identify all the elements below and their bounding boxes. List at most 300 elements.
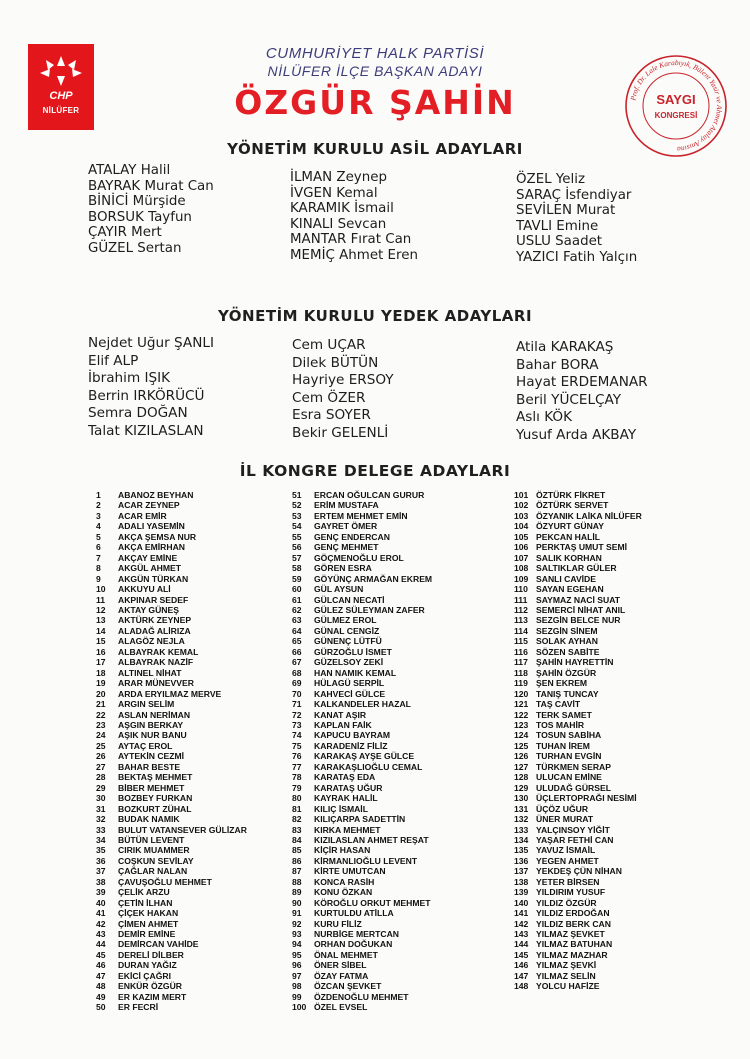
delegate-number: 39 [96,887,106,898]
delegate-name: AKÇAY EMİNE [118,552,178,563]
delegate-name: ÖZYANIK LAİKA NİLÜFER [536,510,642,521]
delegate-row [96,699,247,709]
delegate-name: ERTEM MEHMET EMİN [314,510,408,521]
candidacy-line: NİLÜFER İLÇE BAŞKAN ADAYI [267,63,483,79]
delegate-row [96,939,247,949]
delegate-row [514,595,642,605]
list-item: Esra SOYER [292,407,371,424]
delegate-number: 134 [514,834,529,845]
delegate-row [96,668,247,678]
delegate-name: YILDIRIM YUSUF [536,887,606,898]
delegate-name: SEZGİN BELCE NUR [536,615,621,626]
delegate-number: 113 [514,615,528,626]
delegate-name: KIRKA MEHMET [314,824,381,835]
delegate-row [292,845,432,855]
delegate-number: 107 [514,552,529,563]
delegate-name: KARAKAŞLIOĞLU CEMAL [314,761,423,772]
delegate-name: ER FECRİ [118,1002,159,1013]
delegate-number: 100 [292,1002,307,1013]
delegate-number: 130 [514,793,529,804]
delegate-row [96,866,247,876]
delegate-number: 21 [96,699,106,710]
delegate-name: ÖZDENOĞLU MEHMET [314,991,409,1002]
delegate-number: 112 [514,604,528,615]
delegate-name: AKGÜN TÜRKAN [118,573,189,584]
yedek-title: YÖNETİM KURULU YEDEK ADAYLARI [217,307,533,325]
delegate-number: 136 [514,855,529,866]
delegate-number: 109 [514,573,529,584]
delege-title: İL KONGRE DELEGE ADAYLARI [239,462,511,480]
delegate-name: DEMİR EMİNE [118,929,176,940]
delegate-name: BOZBEY FURKAN [118,793,193,804]
delegate-row [96,929,247,939]
delegate-number: 36 [96,855,106,866]
delegate-number: 117 [514,657,528,668]
delegate-row [96,992,247,1002]
delegate-number: 131 [514,803,529,814]
delegate-name: HAN NAMIK KEMAL [314,667,397,678]
delegate-number: 4 [96,521,101,532]
delegate-name: ALADAĞ ALİRIZA [118,625,191,636]
delegate-number: 63 [292,615,302,626]
delegate-name: YAŞAR FETHİ CAN [536,834,614,845]
delegate-row [292,668,432,678]
delegate-number: 115 [514,636,528,647]
delegate-number: 29 [96,782,106,793]
delegate-number: 128 [514,772,529,783]
delegate-row [292,950,432,960]
list-item: Cem UÇAR [292,337,366,353]
delegate-row [292,898,432,908]
delegate-number: 54 [292,521,302,532]
delegate-name: AŞGIN BERKAY [118,719,184,730]
delegate-row [292,574,432,584]
delegate-name: EKİCİ ÇAĞRI [118,970,171,981]
delegate-name: KONCA RASİH [314,876,375,887]
delegate-row [514,490,642,500]
delegate-row [514,898,642,908]
delegate-number: 30 [96,793,106,804]
delegate-number: 123 [514,719,529,730]
delegate-row [514,845,642,855]
delegate-number: 40 [96,897,106,908]
list-item: Atila KARAKAŞ [516,339,614,355]
list-item: Bahar BORA [516,356,599,373]
delegate-name: KÖROĞLU ORKUT MEHMET [314,897,431,908]
delegate-row [514,804,642,814]
delegate-row [96,960,247,970]
delegate-name: KİÇİR HASAN [314,845,371,856]
delegate-name: AŞIK NUR BANU [118,730,187,741]
delegate-number: 18 [96,667,106,678]
delegate-number: 137 [514,866,529,877]
delegate-name: KIZILASLAN AHMET REŞAT [314,834,429,845]
delegate-name: ALBAYRAK NAZİF [118,657,194,668]
delegate-number: 73 [292,719,302,730]
delegate-name: AKTAY GÜNEŞ [118,604,179,615]
delegate-number: 138 [514,876,529,887]
delegate-name: ÜÇLERTOPRAĞI NESİMİ [536,793,637,804]
delegate-name: KAPLAN FAİK [314,719,372,730]
list-item: Yusuf Arda AKBAY [516,426,637,443]
delegate-row [514,793,642,803]
delegate-row [292,689,432,699]
list-item: Elif ALP [88,352,139,369]
delegate-row [292,647,432,657]
delegate-name: ÖZTÜRK SERVET [536,500,609,511]
delegate-number: 7 [96,552,101,563]
yedek-col-3 [516,339,648,445]
delegate-name: KAPUCU BAYRAM [314,730,391,741]
delegate-number: 72 [292,709,302,720]
delegate-number: 127 [514,761,529,772]
delegate-name: KARAKAŞ AYŞE GÜLCE [314,751,415,762]
delegate-row [96,730,247,740]
list-item: TAVLI Emine [516,218,599,234]
delegate-row [292,584,432,594]
asil-title: YÖNETİM KURULU ASİL ADAYLARI [227,140,523,158]
delegate-name: GÜZELSOY ZEKİ [314,657,384,668]
delegate-number: 10 [96,584,106,595]
list-item: İLMAN Zeynep [290,170,387,185]
delegate-number: 12 [96,604,106,615]
delegate-row [292,825,432,835]
delegate-name: SEZGİN SİNEM [536,625,598,636]
delegate-number: 61 [292,594,302,605]
delegate-number: 135 [514,845,529,856]
delegate-number: 94 [292,939,302,950]
delegate-row [292,521,432,531]
delegate-number: 84 [292,834,302,845]
delegate-number: 13 [96,615,106,626]
delegate-number: 89 [292,887,302,898]
delegate-number: 74 [292,730,302,741]
delegate-name: GAYRET ÖMER [314,521,378,532]
delegate-number: 93 [292,929,302,940]
delegate-number: 124 [514,730,529,741]
delegate-number: 140 [514,897,529,908]
delegate-number: 3 [96,510,101,521]
delegate-row [292,762,432,772]
delegate-number: 122 [514,709,529,720]
delegate-number: 103 [514,510,529,521]
delegate-row [96,825,247,835]
delegate-number: 148 [514,981,529,992]
delegate-number: 50 [96,1002,106,1013]
delegate-row [96,636,247,646]
delegate-row [514,511,642,521]
delegate-name: SÖZEN SABİTE [536,646,600,657]
delegate-name: ÜÇÖZ UĞUR [536,803,589,814]
delegate-number: 69 [292,678,302,689]
delegate-number: 98 [292,981,302,992]
candidate-name: ÖZGÜR ŞAHİN [234,83,516,122]
delegate-row [514,542,642,552]
delegate-name: DEMİRCAN VAHİDE [118,939,199,950]
delegate-row [292,563,432,573]
delegate-name: ÖZEL EVSEL [314,1002,368,1013]
delegate-number: 85 [292,845,302,856]
delegate-row [96,751,247,761]
delegate-name: ÖZCAN ŞEVKET [314,981,382,992]
list-item: ÖZEL Yeliz [516,172,585,187]
list-item: KINALI Sevcan [290,216,387,232]
delegate-number: 80 [292,793,302,804]
delegate-name: AYTAÇ EROL [118,740,173,751]
delegate-name: AKPINAR SEDEF [118,594,189,605]
delegate-number: 19 [96,678,106,689]
logo-text: CHP [49,90,73,102]
delegate-name: GÖÇMENOĞLU EROL [314,552,404,563]
delegate-number: 5 [96,531,101,542]
delegate-number: 48 [96,981,106,992]
delegate-name: ŞAHİN HAYRETTİN [536,657,614,668]
delegate-row [514,626,642,636]
list-item: BİNİCİ Mürşide [88,194,186,209]
delegate-row [96,856,247,866]
delegate-number: 60 [292,584,302,595]
delegate-name: YILMAZ ŞEVKET [536,929,605,940]
delegate-row [96,793,247,803]
delegate-row [514,877,642,887]
delege-col-3 [514,490,642,992]
delegate-number: 95 [292,949,302,960]
delegate-row [292,814,432,824]
delegate-number: 129 [514,782,529,793]
delegate-name: ULUCAN EMİNE [536,772,602,783]
delegate-name: BULUT VATANSEVER GÜLİZAR [118,824,247,835]
delegate-row [96,595,247,605]
delegate-row [514,908,642,918]
delegate-number: 34 [96,834,106,845]
delegate-row [292,490,432,500]
delegate-number: 104 [514,521,529,532]
delegate-name: YETER BİRSEN [536,876,600,887]
delegate-row [292,908,432,918]
delegate-name: HÜLAGÜ SERPİL [314,678,385,689]
delegate-name: BEKTAŞ MEHMET [118,772,193,783]
delegate-name: ARDA ERYILMAZ MERVE [118,688,222,699]
delegate-row [292,856,432,866]
delegate-number: 86 [292,855,302,866]
delegate-name: ERİM MUSTAFA [314,500,379,511]
delegate-name: GÜLMEZ EROL [314,615,377,626]
delegate-name: PERKTAŞ UMUT SEMİ [536,542,628,553]
delegate-name: ER KAZIM MERT [118,991,187,1002]
delegate-number: 146 [514,960,529,971]
delegate-number: 38 [96,876,106,887]
delegate-number: 66 [292,646,302,657]
delegate-row [292,542,432,552]
delegate-row [96,1002,247,1012]
delegate-row [514,939,642,949]
delegate-row [96,908,247,918]
delegate-row [292,500,432,510]
delegate-name: ÇİMEN AHMET [118,918,179,929]
delegate-name: ASLAN NERİMAN [118,709,191,720]
delegate-number: 16 [96,646,106,657]
delegate-row [292,939,432,949]
delegate-name: ADALI YASEMİN [118,521,185,532]
delegate-name: SOLAK AYHAN [536,636,598,647]
delegate-row [96,584,247,594]
delegate-name: ALAGÖZ NEJLA [118,636,185,647]
delegate-number: 76 [292,751,302,762]
delegate-row [96,919,247,929]
list-item: İbrahim IŞIK [88,370,171,387]
logo-subtext: NİLÜFER [42,106,80,115]
delegate-row [96,689,247,699]
list-item: Bekir GELENLİ [292,424,389,441]
delegate-number: 71 [292,699,302,710]
delegate-name: ENKÜR ÖZGÜR [118,981,182,992]
delegate-name: ERCAN OĞULCAN GURUR [314,490,425,500]
delegate-row [292,1002,432,1012]
delegate-number: 41 [96,908,106,919]
yedek-col-2 [292,337,394,443]
delegate-name: ÇİÇEK HAKAN [118,908,179,919]
list-item: İVGEN Kemal [290,185,378,201]
list-item: YAZICI Fatih Yalçın [516,249,638,265]
delegate-name: AKÇA ŞEMSA NUR [118,531,197,542]
delegate-name: BOZKURT ZÜHAL [118,803,192,814]
delegate-name: KAHVECİ GÜLCE [314,688,386,699]
delegate-row [292,595,432,605]
delegate-row [292,511,432,521]
delegate-name: PEKCAN HALİL [536,531,600,542]
delege-col-2 [292,490,432,1013]
list-item: Aslı KÖK [516,409,573,426]
delegate-row [292,678,432,688]
delegate-number: 32 [96,814,106,825]
list-item: BAYRAK Murat Can [88,178,214,194]
delegate-name: KARADENİZ FİLİZ [314,740,388,751]
delegate-number: 27 [96,761,106,772]
delegate-number: 75 [292,740,302,751]
delegate-number: 142 [514,918,529,929]
delegate-row [514,866,642,876]
delegate-name: ORHAN DOĞUKAN [314,939,393,950]
delegate-name: KURU FİLİZ [314,918,362,929]
delegate-row [292,730,432,740]
delegate-number: 62 [292,604,302,615]
delegate-name: ÖNER SİBEL [314,960,367,971]
list-item: Talat KIZILASLAN [88,422,204,439]
delegate-name: KALKANDELER HAZAL [314,699,411,710]
delegate-name: YEGEN AHMET [536,855,599,866]
delegate-name: ÇETİN İLHAN [118,897,173,908]
delegate-number: 64 [292,625,302,636]
delegate-row [292,772,432,782]
delegate-row [514,615,642,625]
delegate-row [514,783,642,793]
delegate-number: 11 [96,594,106,605]
delegate-row [514,710,642,720]
delegate-number: 110 [514,584,528,595]
delegate-row [96,720,247,730]
delegate-row [514,521,642,531]
delegate-row [292,605,432,615]
delegate-row [292,741,432,751]
delegate-row [514,699,642,709]
delegate-row [292,960,432,970]
delegate-name: CIRIK MUAMMER [118,845,190,856]
list-item: Semra DOĞAN [88,405,188,422]
delegate-row [96,542,247,552]
delegate-name: YILDIZ ÖZGÜR [536,897,597,908]
delegate-row [514,730,642,740]
delegate-name: ÇAĞLAR NALAN [118,866,188,877]
delegate-row [514,814,642,824]
delegate-number: 83 [292,824,302,835]
delegate-name: SEMERCİ NİHAT ANIL [536,604,626,615]
delegate-name: YALÇINSOY YİĞİT [536,824,610,835]
delegate-row [96,657,247,667]
delegate-name: ACAR EMİR [118,510,167,521]
delegate-row [96,762,247,772]
delegate-row [514,950,642,960]
delegate-row [514,647,642,657]
list-item: Beril YÜCELÇAY [516,391,622,408]
delegate-name: KARATAŞ EDA [314,772,376,783]
delegate-row [96,950,247,960]
delegate-number: 81 [292,803,302,814]
delegate-name: BUDAK NAMIK [118,814,180,825]
delegate-number: 82 [292,814,302,825]
delegate-number: 147 [514,970,529,981]
delegate-row [292,804,432,814]
delegate-row [96,971,247,981]
delegate-row [514,689,642,699]
delegate-number: 118 [514,667,528,678]
delegate-number: 15 [96,636,106,647]
delegate-name: SAYAN EGEHAN [536,584,604,595]
delegate-name: YILMAZ ŞEVKİ [536,960,597,971]
delegate-number: 65 [292,636,302,647]
delegate-number: 57 [292,552,302,563]
delegate-number: 126 [514,751,529,762]
delegate-row [514,678,642,688]
list-item: Hayriye ERSOY [292,372,394,389]
delegate-name: KONU ÖZKAN [314,887,373,898]
delegate-row [96,804,247,814]
delegate-row [96,521,247,531]
delegate-row [292,919,432,929]
list-item: SARAÇ İsfendiyar [516,187,632,203]
delegate-row [514,720,642,730]
delegate-row [96,898,247,908]
delegate-number: 2 [96,500,101,511]
delegate-number: 102 [514,500,529,511]
delegate-name: GENÇ ENDERCAN [314,531,390,542]
delegate-number: 87 [292,866,302,877]
delegate-name: ARGIN SELİM [118,699,175,710]
delegate-name: DURAN YAĞIZ [118,960,177,971]
delegate-row [292,783,432,793]
delegate-number: 6 [96,542,101,553]
delegate-row [292,657,432,667]
delegate-row [292,981,432,991]
delege-col-1 [96,490,247,1013]
delegate-number: 31 [96,803,106,814]
delegate-number: 78 [292,772,302,783]
delegate-number: 119 [514,678,528,689]
delegate-row [514,584,642,594]
delegate-row [292,887,432,897]
delegate-name: TURHAN EVGİN [536,751,602,762]
delegate-row [514,825,642,835]
delegate-number: 88 [292,876,302,887]
